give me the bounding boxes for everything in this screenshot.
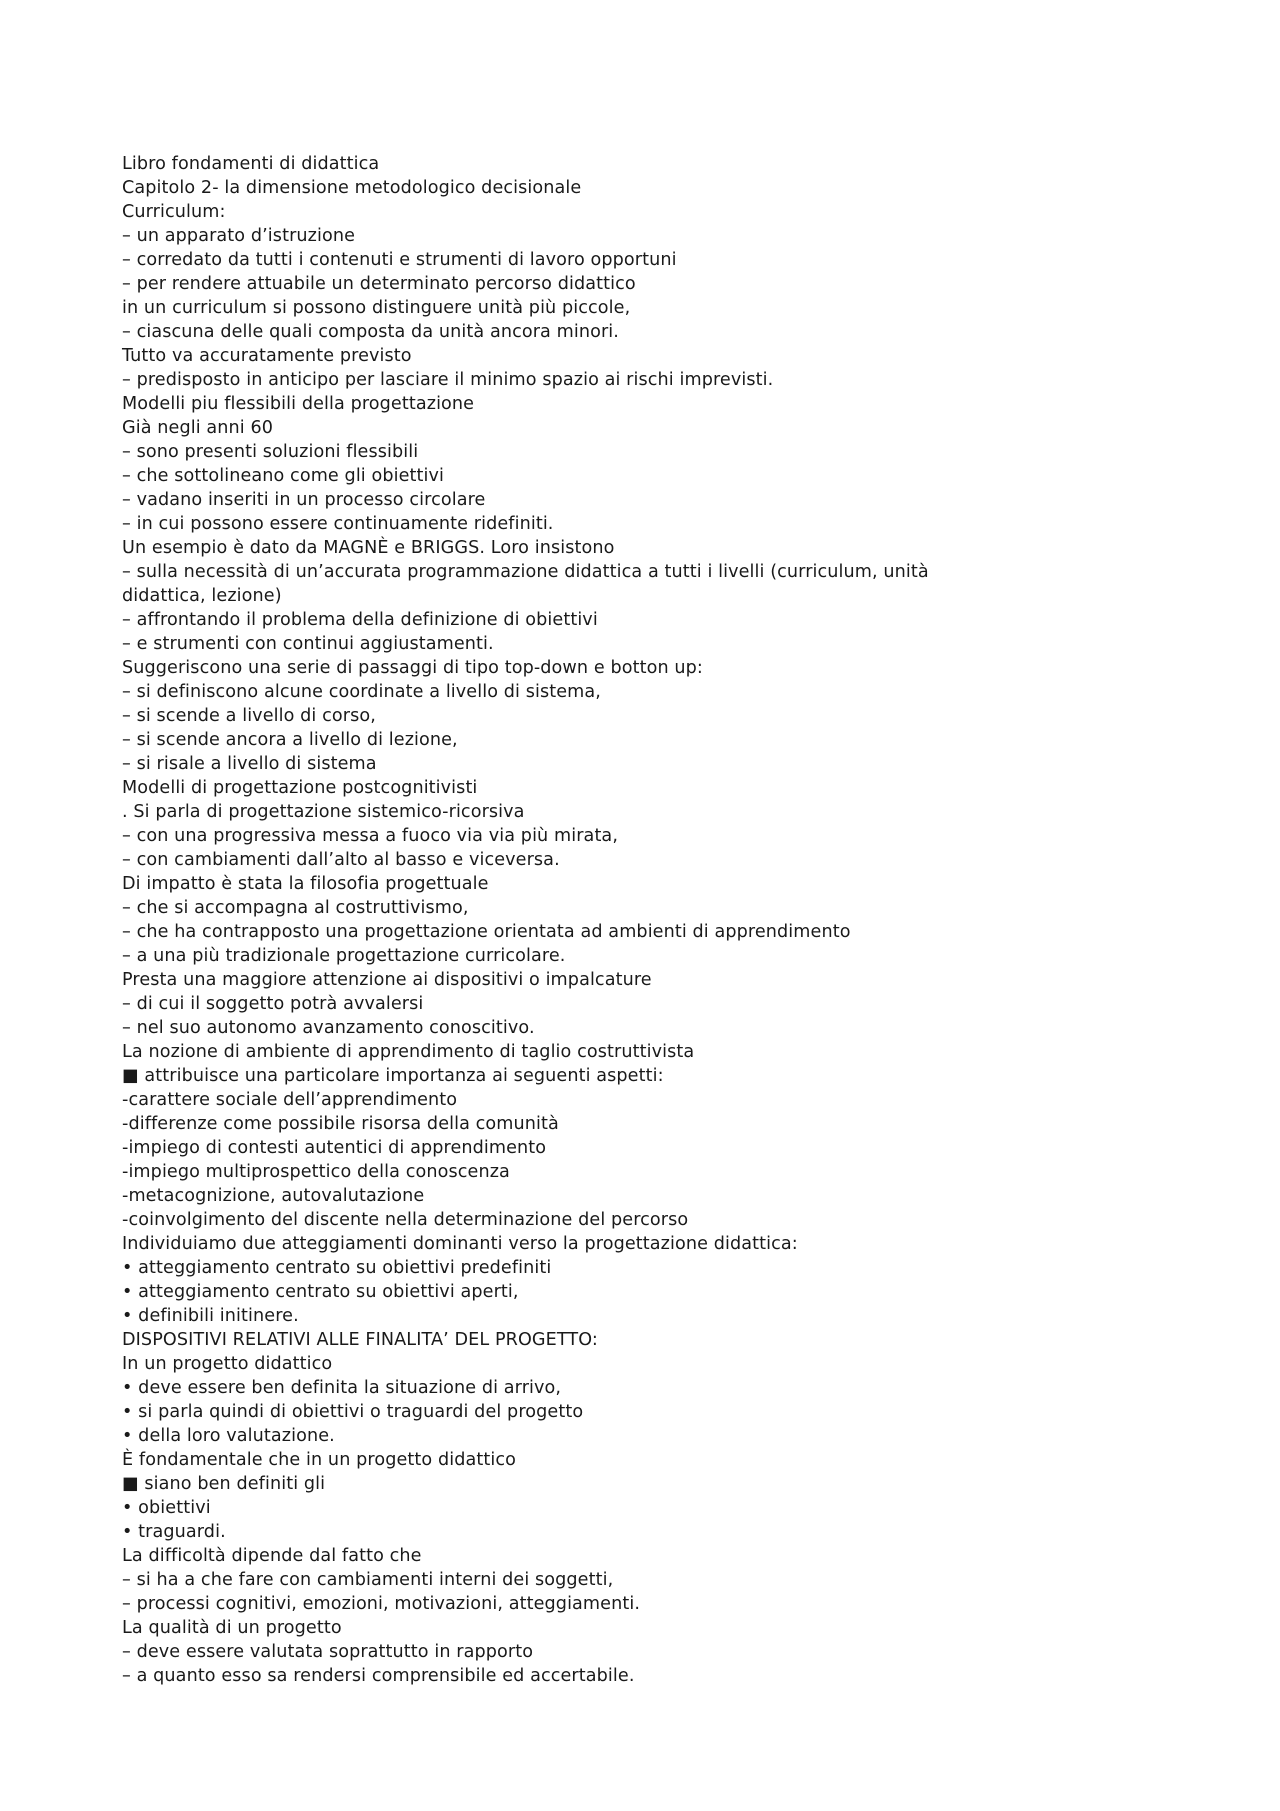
text-line: La qualità di un progetto — [122, 1618, 342, 1638]
text-line: ■ attribuisce una particolare importanza ai seguenti aspetti: — [122, 1066, 664, 1086]
text-line: -coinvolgimento del discente nella determinazione del percorso — [122, 1210, 689, 1230]
text-line: Di impatto è stata la filosofia progettuale — [122, 874, 489, 894]
text-line: – corredato da tutti i contenuti e strumenti di lavoro opportuni — [122, 250, 677, 270]
text-line: – nel suo autonomo avanzamento conoscitivo. — [122, 1018, 535, 1038]
text-line: – per rendere attuabile un determinato percorso didattico — [122, 274, 636, 294]
text-line: – con cambiamenti dall’alto al basso e viceversa. — [122, 850, 560, 870]
text-line: • obiettivi — [122, 1498, 211, 1518]
text-line: – a una più tradizionale progettazione curricolare. — [122, 946, 566, 966]
text-line: – si scende ancora a livello di lezione, — [122, 730, 458, 750]
text-line: – e strumenti con continui aggiustamenti. — [122, 634, 494, 654]
text-line: DISPOSITIVI RELATIVI ALLE FINALITA’ DEL PROGETTO: — [122, 1330, 598, 1350]
text-line: Un esempio è dato da MAGNÈ e BRIGGS. Loro insistono — [122, 538, 615, 558]
text-line: In un progetto didattico — [122, 1354, 333, 1374]
text-line: – ciascuna delle quali composta da unità ancora minori. — [122, 322, 619, 342]
text-line: • atteggiamento centrato su obiettivi aperti, — [122, 1282, 519, 1302]
text-line: – si definiscono alcune coordinate a livello di sistema, — [122, 682, 601, 702]
text-line: – a quanto esso sa rendersi comprensibile ed accertabile. — [122, 1666, 635, 1686]
text-line: in un curriculum si possono distinguere unità più piccole, — [122, 298, 631, 318]
text-line: – processi cognitivi, emozioni, motivazioni, atteggiamenti. — [122, 1594, 641, 1614]
text-line: • della loro valutazione. — [122, 1426, 335, 1446]
text-line: – che si accompagna al costruttivismo, — [122, 898, 469, 918]
text-line: – in cui possono essere continuamente ridefiniti. — [122, 514, 554, 534]
text-line: La difficoltà dipende dal fatto che — [122, 1546, 422, 1566]
text-line: La nozione di ambiente di apprendimento di taglio costruttivista — [122, 1042, 695, 1062]
text-line: Suggeriscono una serie di passaggi di tipo top-down e botton up: — [122, 658, 703, 678]
text-line: • deve essere ben definita la situazione di arrivo, — [122, 1378, 562, 1398]
text-line: – si scende a livello di corso, — [122, 706, 376, 726]
text-line: – vadano inseriti in un processo circolare — [122, 490, 486, 510]
text-line: . Si parla di progettazione sistemico-ricorsiva — [122, 802, 525, 822]
text-line: – che ha contrapposto una progettazione orientata ad ambienti di apprendimento — [122, 922, 851, 942]
text-line: -metacognizione, autovalutazione — [122, 1186, 425, 1206]
text-line: – sulla necessità di un’accurata programmazione didattica a tutti i livelli (curriculum, unità — [122, 562, 929, 582]
text-line: Tutto va accuratamente previsto — [122, 346, 412, 366]
text-line: – con una progressiva messa a fuoco via via più mirata, — [122, 826, 619, 846]
text-line: -differenze come possibile risorsa della comunità — [122, 1114, 559, 1134]
text-line: Libro fondamenti di didattica — [122, 154, 380, 174]
text-line: – che sottolineano come gli obiettivi — [122, 466, 445, 486]
text-line: – affrontando il problema della definizione di obiettivi — [122, 610, 598, 630]
text-line: Modelli di progettazione postcognitivisti — [122, 778, 478, 798]
text-line: Già negli anni 60 — [122, 418, 274, 438]
text-line: – di cui il soggetto potrà avvalersi — [122, 994, 424, 1014]
text-line: – predisposto in anticipo per lasciare il minimo spazio ai rischi imprevisti. — [122, 370, 774, 390]
text-line: Modelli piu flessibili della progettazione — [122, 394, 475, 414]
text-line: didattica, lezione) — [122, 586, 282, 606]
text-line: • traguardi. — [122, 1522, 226, 1542]
text-line: -carattere sociale dell’apprendimento — [122, 1090, 458, 1110]
text-line: • definibili initinere. — [122, 1306, 299, 1326]
text-line: – deve essere valutata soprattutto in rapporto — [122, 1642, 534, 1662]
text-line: -impiego multiprospettico della conoscenza — [122, 1162, 510, 1182]
text-line: • atteggiamento centrato su obiettivi predefiniti — [122, 1258, 552, 1278]
text-line: È fondamentale che in un progetto didattico — [122, 1450, 516, 1470]
text-line: Presta una maggiore attenzione ai dispositivi o impalcature — [122, 970, 652, 990]
text-line: ■ siano ben definiti gli — [122, 1474, 326, 1494]
text-line: – si ha a che fare con cambiamenti interni dei soggetti, — [122, 1570, 614, 1590]
text-line: – un apparato d’istruzione — [122, 226, 356, 246]
text-line: Capitolo 2- la dimensione metodologico decisionale — [122, 178, 582, 198]
text-line: – sono presenti soluzioni flessibili — [122, 442, 419, 462]
text-line: Curriculum: — [122, 202, 226, 222]
text-line: -impiego di contesti autentici di apprendimento — [122, 1138, 547, 1158]
text-line: • si parla quindi di obiettivi o traguardi del progetto — [122, 1402, 584, 1422]
document-body — [122, 152, 1182, 1688]
text-line: – si risale a livello di sistema — [122, 754, 377, 774]
text-line: Individuiamo due atteggiamenti dominanti verso la progettazione didattica: — [122, 1234, 798, 1254]
